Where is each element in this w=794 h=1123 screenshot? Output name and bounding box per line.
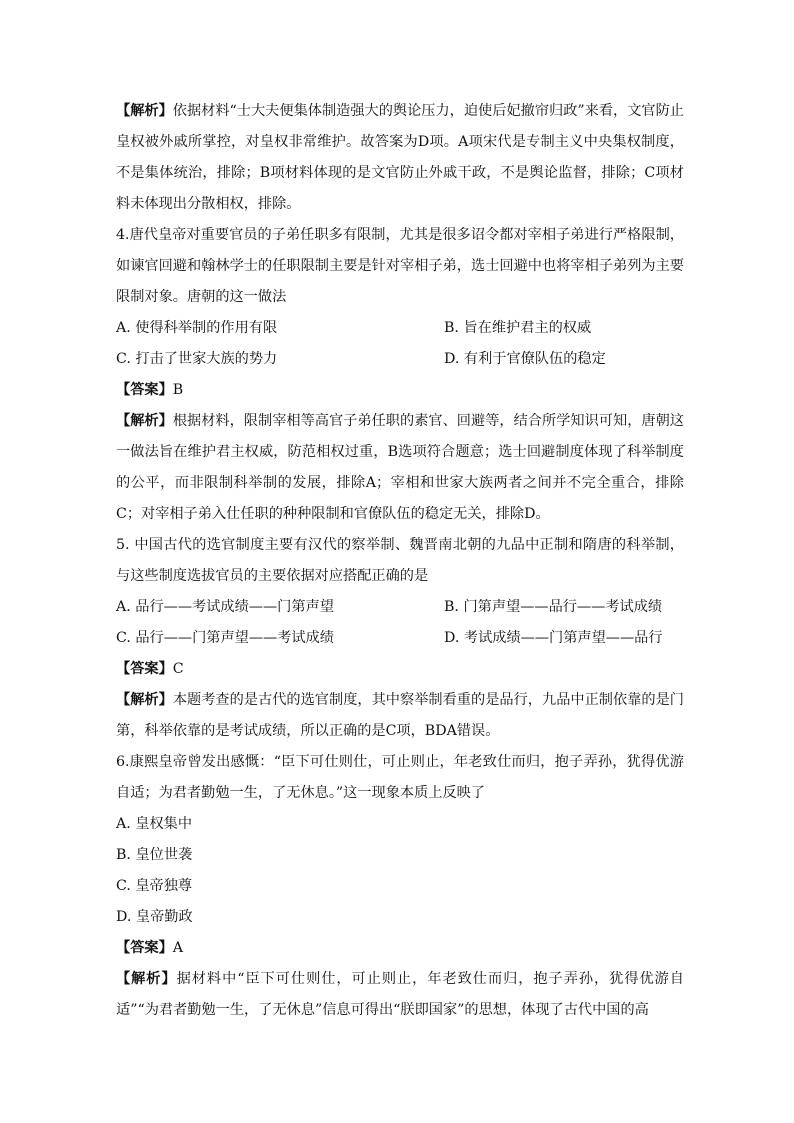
q5-answer: [116, 654, 684, 685]
q6-answer: [116, 933, 684, 964]
q4-answer: [116, 375, 684, 406]
q5-option-b: B. 门第声望——品行——考试成绩: [444, 599, 663, 615]
analysis-tag: 【解析】: [116, 103, 173, 119]
q6-option-b: B. 皇位世袭: [116, 847, 193, 863]
document-page: [116, 96, 684, 1026]
q5-option-d: D. 考试成绩——门第声望——品行: [444, 630, 663, 646]
q6-option-d: D. 皇帝勤政: [116, 909, 193, 925]
answer-value: B: [172, 382, 184, 398]
q6-stem: 6.康熙皇帝曾发出感慨：“臣下可仕则仕，可止则止，年老致仕而归，抱子弄孙，犹得优游自适；为君者勤勉一生，了无休息。”这一现象本质上反映了: [116, 754, 684, 801]
q4-options-row-2: [116, 344, 684, 375]
q5-options-row-2: [116, 623, 684, 654]
analysis-text: 本题考查的是古代的选官制度，其中察举制看重的是品行，九品中正制依靠的是门第，科举依靠的是考试成绩，所以正确的是C项，BDA错误。: [116, 692, 684, 739]
answer-tag: 【答案】: [116, 940, 173, 956]
analysis-text: 据材料中“臣下可仕则仕，可止则止，年老致仕而归，抱子弄孙，犹得优游自适”“为君者勤勉一生，了无休息”信息可得出“朕即国家”的思想，体现了古代中国的高: [116, 971, 684, 1018]
q5-option-a: A. 品行——考试成绩——门第声望: [116, 599, 334, 615]
q4-option-a: A. 使得科举制的作用有限: [116, 320, 278, 336]
analysis-tag: 【解析】: [116, 413, 173, 429]
q4-option-d: D. 有利于官僚队伍的稳定: [444, 351, 606, 367]
analysis-text: 依据材料“士大夫便集体制造强大的舆论压力，迫使后妃撤帘归政”来看，文官防止皇权被外戚所掌控，对皇权非常维护。故答案为D项。A项宋代是专制主义中央集权制度，不是集体统治，排除；B项材料体现的是文官防止外戚干政，不是舆论监督，排除；C项材料未体现出分散相权，排除。: [116, 103, 684, 212]
analysis-tag: 【解析】: [116, 692, 173, 708]
q4-option-b: B. 旨在维护君主的权威: [444, 320, 592, 336]
q4-options-row-1: [116, 313, 684, 344]
answer-value: A: [172, 940, 184, 956]
answer-value: C: [172, 661, 184, 677]
q4-option-c: C. 打击了世家大族的势力: [116, 351, 278, 367]
q6-option-a: A. 皇权集中: [116, 816, 193, 832]
analysis-text: 根据材料，限制宰相等高官子弟任职的素官、回避等，结合所学知识可知，唐朝这一做法旨在维护君主权威，防范相权过重，B选项符合题意；选士回避制度体现了科举制度的公平，而非限制科举制的发展，排除A；宰相和世家大族两者之间并不完全重合，排除C；对宰相子弟入仕任职的种种限制和官僚队伍的稳定无关，排除D。: [116, 413, 684, 522]
q5-analysis: [116, 685, 684, 747]
q4-analysis: [116, 406, 684, 530]
answer-tag: 【答案】: [116, 661, 173, 677]
analysis-tag: 【解析】: [116, 971, 177, 987]
q5-option-c: C. 品行——门第声望——考试成绩: [116, 630, 334, 646]
answer-tag: 【答案】: [116, 382, 173, 398]
q5-options-row-1: [116, 592, 684, 623]
q6-option-c: C. 皇帝独尊: [116, 878, 193, 894]
q3-analysis: [116, 96, 684, 220]
q5-stem: 5. 中国古代的选官制度主要有汉代的察举制、魏晋南北朝的九品中正制和隋唐的科举制，与这些制度选拔官员的主要依据对应搭配正确的是: [116, 537, 684, 584]
q6-analysis: [116, 964, 684, 1026]
q4-stem: 4.唐代皇帝对重要官员的子弟任职多有限制，尤其是很多诏令都对宰相子弟进行严格限制，如谏官回避和翰林学士的任职限制主要是针对宰相子弟，选士回避中也将宰相子弟列为主要限制对象。唐朝的这一做法: [116, 227, 684, 305]
